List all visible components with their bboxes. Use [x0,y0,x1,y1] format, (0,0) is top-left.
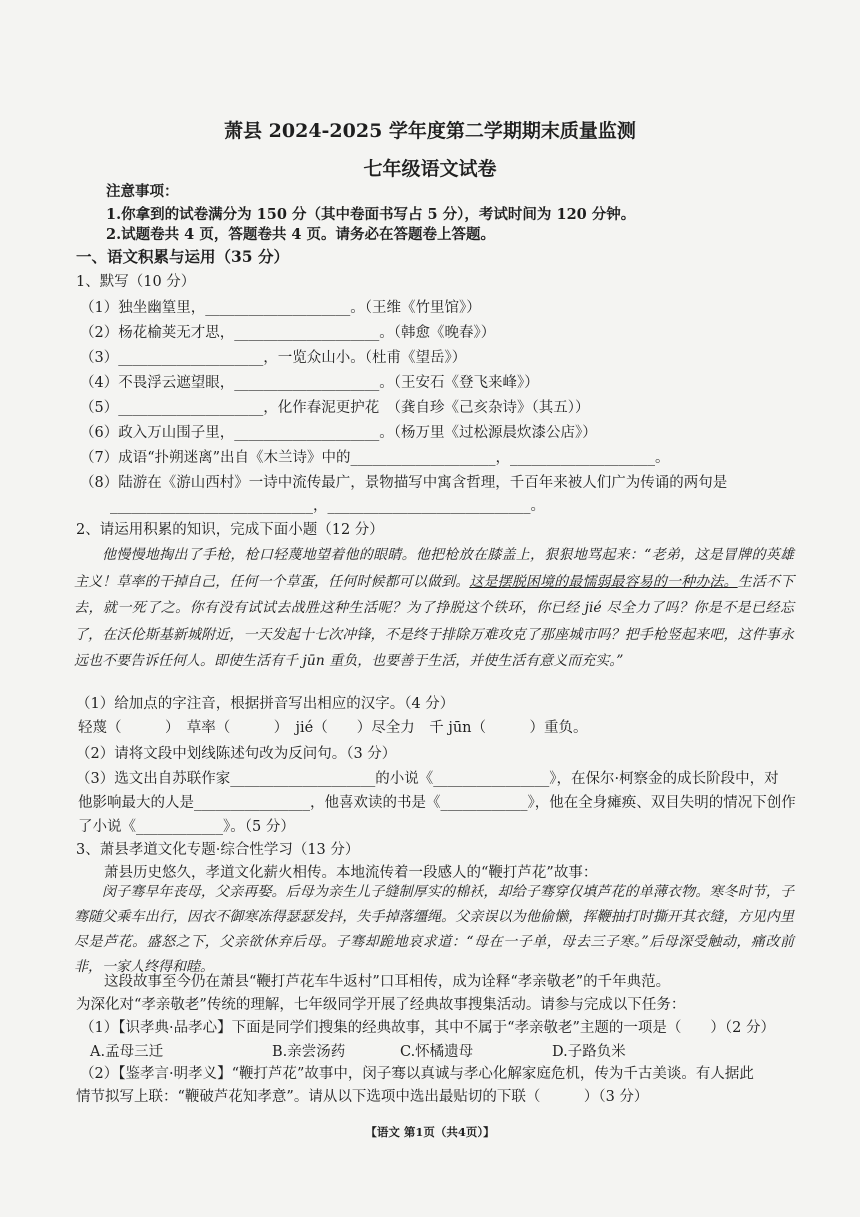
q2-heading: 2、请运用积累的知识，完成下面小题（12 分） [76,522,384,538]
q3-intro: 萧县历史悠久，孝道文化薪火相传。本地流传着一段感人的“鞭打芦花”故事： [104,865,598,881]
q2-sub1-answers: 轻蔑（ ） 草率（ ） jié（ ）尽全力 千 jūn（ ）重负。 [78,720,588,736]
q3-option-b: B.亲尝汤药 [272,1044,346,1060]
q1-line-8: （8）陆游在《游山西村》一诗中流传最广，景物描写中寓含哲理，千百年来被人们广为传诵的两句是 [80,475,728,491]
q3-line-a: 这段故事至今仍在萧县“鞭打芦花车牛返村”口耳相传，成为诠释“孝亲敬老”的千年典范。 [104,974,671,990]
notice-heading: 注意事项： [106,183,179,200]
q3-task-1: （1）【识孝典·品孝心】下面是同学们搜集的经典故事，其中不属于“孝亲敬老”主题的一项是（ ）（2 分） [80,1020,775,1036]
section-heading: 一、语文积累与运用（35 分） [76,247,289,266]
q1-line-7: （7）成语“扑朔迷离”出自《木兰诗》中的____________________，____________________。 [80,450,670,466]
q2-sub1: （1）给加点的字注音，根据拼音写出相应的汉字。（4 分） [76,696,455,712]
q1-line-2: （2）杨花榆荚无才思，____________________。（韩愈《晚春》） [80,325,496,341]
q1-line-3: （3）____________________，一览众山小。（杜甫《望岳》） [80,350,467,366]
q2-sub2: （2）请将文段中划线陈述句改为反问句。（3 分） [76,746,397,762]
q2-passage-part-b: 生活不下去，就一死了之。你有没有试试去战胜这种生活呢？为了挣脱这个铁环，你已经 jié 尽全力了吗？你是不是已经忘了，在沃伦斯基新城附近，一天发起十七次冲锋，不是终于排除万难攻克了那座城市吗？把手枪竖起来吧，这件事永远也不要告诉任何人。即使生活有千 jūn 重负，也要善于生活，并使生活有意义而充实。” [74,573,795,669]
q1-line-6: （6）政入万山围子里，____________________。（杨万里《过松源晨炊漆公店》） [80,425,597,441]
q2-sub3-a: （3）选文出自苏联作家____________________的小说《________________》，在保尔·柯察金的成长阶段中，对 [76,771,779,787]
q2-sub3-c: 了小说《____________》。（5 分） [78,819,295,835]
q1-line-4: （4）不畏浮云遮望眼，____________________。（王安石《登飞来峰》） [80,375,539,391]
q3-story: 闵子骞早年丧母，父亲再娶。后母为亲生儿子缝制厚实的棉袄，却给子骞穿仅填芦花的单薄衣物。寒冬时节，子骞随父乘车出行，因衣不御寒冻得瑟瑟发抖，失手掉落缰绳。父亲误以为他偷懒，挥鞭抽打时撕开其衣缝，方见内里尽是芦花。盛怒之下，父亲欲休弃后母。子骞却跪地哀求道：“母在一子单，母去三子寒。”后母深受触动，痛改前非，一家人终得和睦。 [74,884,794,975]
q1-line-1: （1）独坐幽篁里，____________________。（王维《竹里馆》） [80,300,481,316]
q3-option-a: A.孟母三迁 [90,1044,164,1060]
exam-title: 萧县 2024-2025 学年度第二学期期末质量监测 [224,120,636,142]
notice-item-2: 2.试题卷共 4 页，答题卷共 4 页。请务必在答题卷上答题。 [106,226,496,243]
notice-item-1: 1.你拿到的试卷满分为 150 分（其中卷面书写占 5 分），考试时间为 120 分钟。 [106,206,636,223]
q3-task-2-a: （2）【鉴孝言·明孝义】“鞭打芦花”故事中，闵子骞以真诚与孝心化解家庭危机，传为千古美谈。有人据此 [80,1066,754,1082]
page-footer: 【语文 第1页（共4页）】 [365,1125,495,1139]
exam-subtitle: 七年级语文试卷 [363,158,497,180]
q3-task-2-b: 情节拟写上联：“鞭破芦花知孝意”。请从以下选项中选出最贴切的下联（ ）（3 分） [76,1089,649,1105]
q2-passage-part-a: 他慢慢地掏出了手枪，枪口轻蔑地望着他的眼睛。他把枪放在膝盖上，狠狠地骂起来：“老弟，这是冒牌的英雄主义！草率的干掉自己，任何一个草蛋，任何时候都可以做到。 [74,547,794,590]
q3-line-b: 为深化对“孝亲敬老”传统的理解，七年级同学开展了经典故事搜集活动。请参与完成以下任务： [76,997,686,1013]
q1-line-5: （5）____________________，化作春泥更护花 （龚自珍《己亥杂诗》（其五）） [80,400,590,416]
q1-line-8-blanks: ____________________________，____________________________。 [110,498,545,514]
q3-option-c: C.怀橘遗母 [400,1044,474,1060]
q2-passage [74,542,794,675]
q2-underlined-sentence: 这是摆脱困境的最懦弱最容易的一种办法。 [469,573,738,590]
q3-option-d: D.子路负米 [552,1044,626,1060]
q2-sub3-b: 他影响最大的人是________________，他喜欢读的书是《____________》，他在全身瘫痪、双目失明的情况下创作 [78,795,796,811]
q3-heading: 3、萧县孝道文化专题·综合性学习（13 分） [76,842,360,858]
q1-heading: 1、默写（10 分） [76,274,196,290]
